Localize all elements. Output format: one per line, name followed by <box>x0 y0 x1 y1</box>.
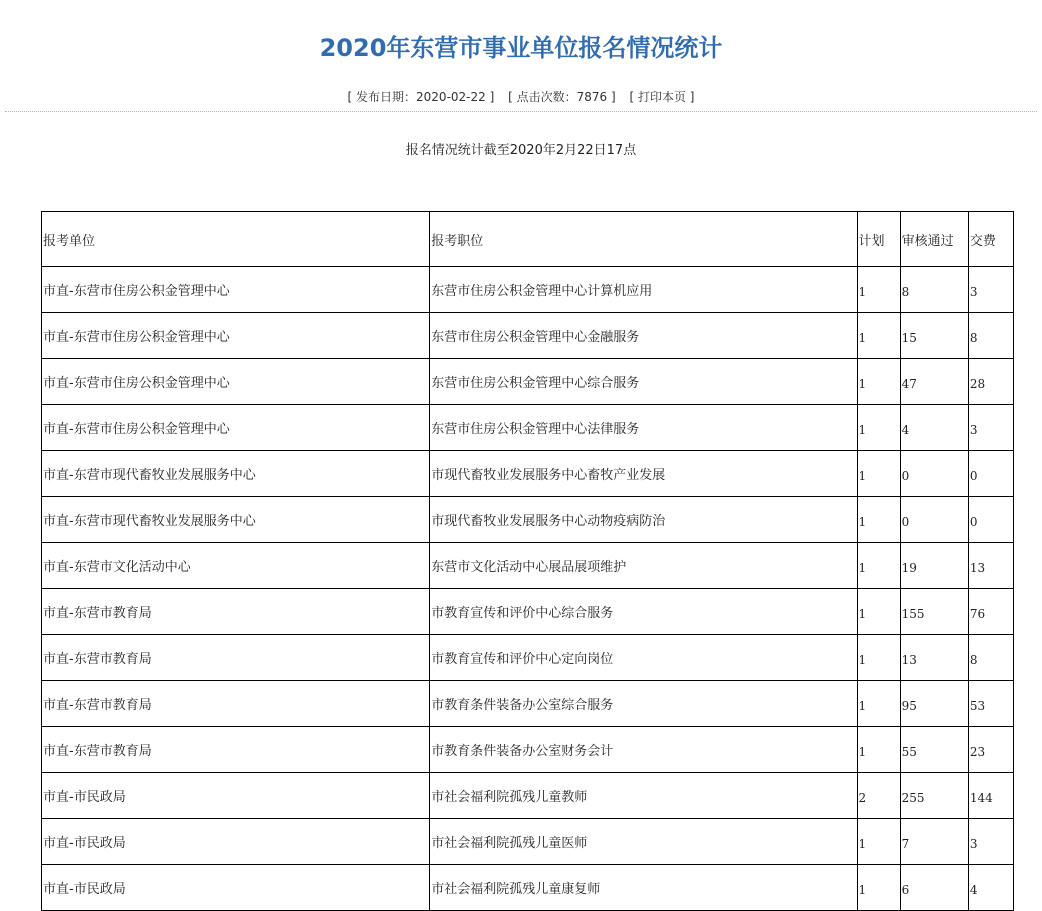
table-row <box>42 773 1014 819</box>
cell-position: 市现代畜牧业发展服务中心畜牧产业发展 <box>430 451 857 497</box>
cell-position: 市社会福利院孤残儿童教师 <box>430 773 857 819</box>
cell-plan: 1 <box>857 819 900 865</box>
cell-unit: 市直-东营市教育局 <box>42 727 430 773</box>
table-row <box>42 359 1014 405</box>
cell-unit: 市直-市民政局 <box>42 773 430 819</box>
cell-position: 市教育条件装备办公室综合服务 <box>430 681 857 727</box>
cell-position: 市教育宣传和评价中心综合服务 <box>430 589 857 635</box>
cell-unit: 市直-东营市住房公积金管理中心 <box>42 313 430 359</box>
cell-paid: 3 <box>968 405 1013 451</box>
cell-approved: 47 <box>900 359 968 405</box>
cell-position: 市教育条件装备办公室财务会计 <box>430 727 857 773</box>
cell-plan: 1 <box>857 589 900 635</box>
table-row <box>42 727 1014 773</box>
cell-position: 东营市住房公积金管理中心法律服务 <box>430 405 857 451</box>
cell-paid: 0 <box>968 497 1013 543</box>
registration-stats-table <box>41 211 1014 911</box>
cell-approved: 255 <box>900 773 968 819</box>
publish-date: [ 发布日期：2020-02-22 ] <box>347 90 495 104</box>
cell-approved: 15 <box>900 313 968 359</box>
table-row <box>42 497 1014 543</box>
cell-plan: 1 <box>857 635 900 681</box>
cell-approved: 6 <box>900 865 968 911</box>
cell-approved: 4 <box>900 405 968 451</box>
cell-plan: 1 <box>857 267 900 313</box>
header-paid: 交费 <box>968 212 1013 267</box>
click-count: [ 点击次数：7876 ] <box>508 90 616 104</box>
stats-subtitle: 报名情况统计截至2020年2月22日17点 <box>405 143 637 158</box>
cell-position: 市社会福利院孤残儿童医师 <box>430 819 857 865</box>
cell-paid: 4 <box>968 865 1013 911</box>
cell-unit: 市直-东营市教育局 <box>42 589 430 635</box>
cell-position: 东营市住房公积金管理中心综合服务 <box>430 359 857 405</box>
cell-paid: 53 <box>968 681 1013 727</box>
cell-paid: 13 <box>968 543 1013 589</box>
cell-position: 东营市住房公积金管理中心计算机应用 <box>430 267 857 313</box>
cell-paid: 76 <box>968 589 1013 635</box>
page-title: 2020年东营市事业单位报名情况统计 <box>319 34 723 62</box>
cell-plan: 1 <box>857 451 900 497</box>
cell-paid: 0 <box>968 451 1013 497</box>
cell-plan: 1 <box>857 543 900 589</box>
cell-paid: 8 <box>968 313 1013 359</box>
cell-unit: 市直-东营市住房公积金管理中心 <box>42 405 430 451</box>
cell-position: 东营市住房公积金管理中心金融服务 <box>430 313 857 359</box>
table-row <box>42 819 1014 865</box>
print-page-link[interactable]: [ 打印本页 ] <box>629 90 695 104</box>
header-unit: 报考单位 <box>42 212 430 267</box>
cell-approved: 7 <box>900 819 968 865</box>
table-row <box>42 543 1014 589</box>
header-plan: 计划 <box>857 212 900 267</box>
cell-paid: 3 <box>968 819 1013 865</box>
cell-paid: 3 <box>968 267 1013 313</box>
cell-position: 市社会福利院孤残儿童康复师 <box>430 865 857 911</box>
cell-unit: 市直-东营市文化活动中心 <box>42 543 430 589</box>
divider <box>5 111 1037 112</box>
cell-unit: 市直-市民政局 <box>42 865 430 911</box>
cell-approved: 55 <box>900 727 968 773</box>
table-row <box>42 589 1014 635</box>
cell-plan: 1 <box>857 727 900 773</box>
cell-plan: 1 <box>857 497 900 543</box>
cell-unit: 市直-市民政局 <box>42 819 430 865</box>
cell-plan: 2 <box>857 773 900 819</box>
article-meta <box>0 88 1042 105</box>
cell-approved: 155 <box>900 589 968 635</box>
table-row <box>42 405 1014 451</box>
table-header-row <box>42 212 1014 267</box>
table-row <box>42 635 1014 681</box>
cell-unit: 市直-东营市住房公积金管理中心 <box>42 359 430 405</box>
cell-plan: 1 <box>857 313 900 359</box>
cell-unit: 市直-东营市教育局 <box>42 681 430 727</box>
header-approved: 审核通过 <box>900 212 968 267</box>
cell-unit: 市直-东营市住房公积金管理中心 <box>42 267 430 313</box>
cell-approved: 0 <box>900 497 968 543</box>
cell-position: 市教育宣传和评价中心定向岗位 <box>430 635 857 681</box>
cell-unit: 市直-东营市现代畜牧业发展服务中心 <box>42 497 430 543</box>
cell-approved: 0 <box>900 451 968 497</box>
cell-paid: 28 <box>968 359 1013 405</box>
cell-approved: 95 <box>900 681 968 727</box>
table-row <box>42 865 1014 911</box>
cell-position: 东营市文化活动中心展品展项维护 <box>430 543 857 589</box>
cell-approved: 19 <box>900 543 968 589</box>
cell-plan: 1 <box>857 405 900 451</box>
header-position: 报考职位 <box>430 212 857 267</box>
cell-approved: 13 <box>900 635 968 681</box>
cell-plan: 1 <box>857 865 900 911</box>
table-row <box>42 313 1014 359</box>
cell-paid: 144 <box>968 773 1013 819</box>
cell-unit: 市直-东营市教育局 <box>42 635 430 681</box>
cell-plan: 1 <box>857 359 900 405</box>
table-row <box>42 451 1014 497</box>
cell-approved: 8 <box>900 267 968 313</box>
cell-paid: 23 <box>968 727 1013 773</box>
cell-plan: 1 <box>857 681 900 727</box>
table-row <box>42 267 1014 313</box>
table-row <box>42 681 1014 727</box>
cell-paid: 8 <box>968 635 1013 681</box>
cell-position: 市现代畜牧业发展服务中心动物疫病防治 <box>430 497 857 543</box>
cell-unit: 市直-东营市现代畜牧业发展服务中心 <box>42 451 430 497</box>
